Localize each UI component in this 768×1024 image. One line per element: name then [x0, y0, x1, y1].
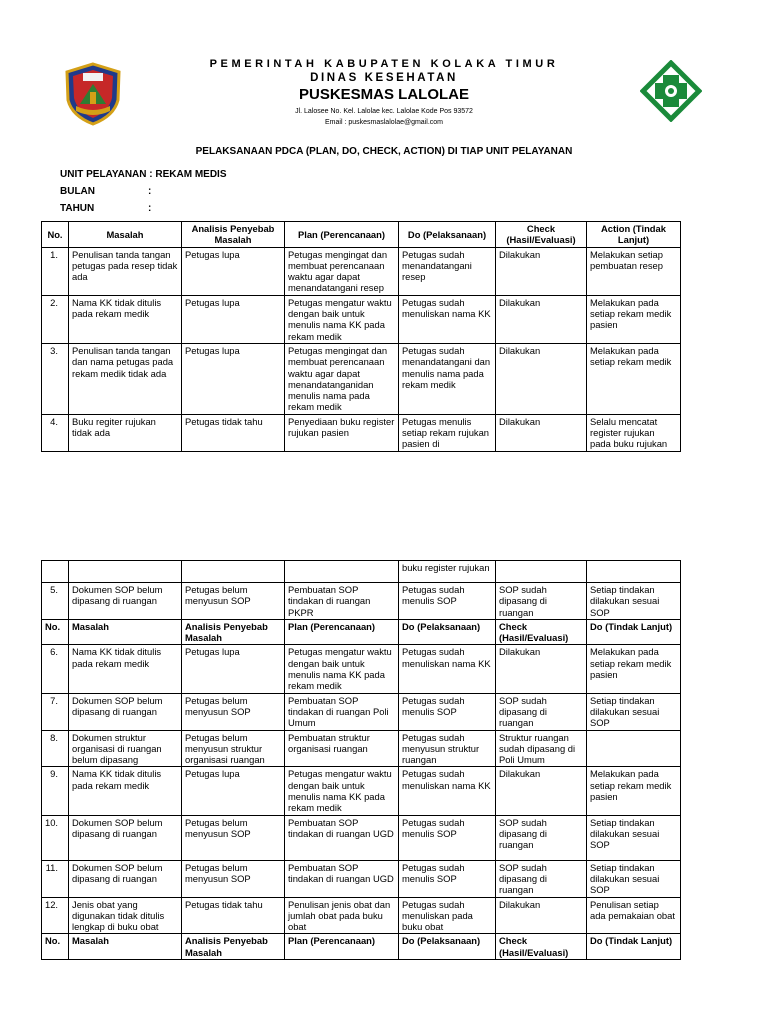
cell-do: Petugas sudah menuliskan nama KK — [399, 645, 496, 693]
cell-analisis: Petugas belum menyusun struktur organisasi ruangan — [182, 730, 285, 767]
cell-do: Petugas sudah menuliskan nama KK — [399, 767, 496, 815]
pdca-table-page2 — [41, 560, 681, 960]
cell-masalah: Dokumen struktur organisasi di ruangan belum dipasang — [69, 730, 182, 767]
tahun-colon: : — [148, 203, 152, 214]
cell-do: Petugas sudah menuliskan pada buku obat — [399, 897, 496, 934]
cell-analisis: Petugas tidak tahu — [182, 414, 285, 451]
address: Jl. Lalosee No. Kel. Lalolae kec. Lalolae Kode Pos 93572 — [295, 108, 473, 115]
letterhead — [0, 0, 768, 135]
cell-analisis: Petugas lupa — [182, 295, 285, 343]
table-row — [42, 295, 681, 343]
table-row — [42, 860, 681, 897]
cell-check: SOP sudah dipasang di ruangan — [496, 693, 587, 730]
cell-action: Setiap tindakan dilakukan sesuai SOP — [587, 860, 681, 897]
cell-no: 8. — [42, 730, 69, 767]
cell-no: 9. — [42, 767, 69, 815]
agency-name: DINAS KESEHATAN — [310, 72, 458, 84]
cell-plan: Petugas mengatur waktu dengan baik untuk menulis nama KK pada rekam medik — [285, 295, 399, 343]
cell-masalah: Jenis obat yang digunakan tidak ditulis lengkap di buku obat — [69, 897, 182, 934]
cell-action: Setiap tindakan dilakukan sesuai SOP — [587, 583, 681, 620]
cell-do: Petugas sudah menulis SOP — [399, 815, 496, 860]
cell-no: 7. — [42, 693, 69, 730]
pdca-table-page1 — [41, 221, 681, 452]
cell-no: 12. — [42, 897, 69, 934]
table-row — [42, 247, 681, 295]
table-row — [42, 645, 681, 693]
cell-analisis: Petugas tidak tahu — [182, 897, 285, 934]
cell-no: 6. — [42, 645, 69, 693]
cell-plan: Plan (Perencanaan) — [285, 934, 399, 960]
cell-plan: Pembuatan SOP tindakan di ruangan Poli Umum — [285, 693, 399, 730]
cell-plan: Penulisan jenis obat dan jumlah obat pada buku obat — [285, 897, 399, 934]
cell-check: Check (Hasil/Evaluasi) — [496, 934, 587, 960]
gov-name: PEMERINTAH KABUPATEN KOLAKA TIMUR — [209, 58, 559, 70]
header-check: Check (Hasil/Evaluasi) — [496, 222, 587, 248]
table-row — [42, 767, 681, 815]
header-do: Do (Pelaksanaan) — [399, 222, 496, 248]
cell-masalah: Masalah — [69, 619, 182, 645]
cell-do: Do (Pelaksanaan) — [399, 619, 496, 645]
cell-analisis: Petugas belum menyusun SOP — [182, 815, 285, 860]
cell-check: Dilakukan — [496, 897, 587, 934]
table-row — [42, 343, 681, 414]
inline-header-row — [42, 934, 681, 960]
cell-analisis: Petugas lupa — [182, 247, 285, 295]
cell-do: Petugas sudah menandatangani dan menulis nama pada rekam medik — [399, 343, 496, 414]
cell-no: 1. — [42, 247, 69, 295]
cell-masalah: Dokumen SOP belum dipasang di ruangan — [69, 693, 182, 730]
cell-no: 2. — [42, 295, 69, 343]
cell-plan: Petugas mengingat dan membuat perencanaan waktu agar dapat menandatanganidan menulis nama pada rekam medik — [285, 343, 399, 414]
cell-masalah: Dokumen SOP belum dipasang di ruangan — [69, 583, 182, 620]
cell-masalah: Nama KK tidak ditulis pada rekam medik — [69, 645, 182, 693]
cell-action: Melakukan pada setiap rekam medik pasien — [587, 767, 681, 815]
cell-check — [496, 561, 587, 583]
header-action: Action (Tindak Lanjut) — [587, 222, 681, 248]
cell-plan: Pembuatan SOP tindakan di ruangan UGD — [285, 860, 399, 897]
cell-no: No. — [42, 934, 69, 960]
table-row — [42, 693, 681, 730]
cell-action: Do (Tindak Lanjut) — [587, 934, 681, 960]
header-analisis: Analisis Penyebab Masalah — [182, 222, 285, 248]
cell-action: Melakukan pada setiap rekam medik pasien — [587, 645, 681, 693]
unit-label: UNIT PELAYANAN : REKAM MEDIS — [60, 169, 227, 180]
cell-action: Melakukan pada setiap rekam medik pasien — [587, 295, 681, 343]
cell-masalah: Dokumen SOP belum dipasang di ruangan — [69, 815, 182, 860]
cell-no: 11. — [42, 860, 69, 897]
cell-action: Melakukan setiap pembuatan resep — [587, 247, 681, 295]
cell-check: SOP sudah dipasang di ruangan — [496, 815, 587, 860]
cell-check: Dilakukan — [496, 767, 587, 815]
cell-masalah: Penulisan tanda tangan petugas pada resep tidak ada — [69, 247, 182, 295]
cell-plan: Petugas mengatur waktu dengan baik untuk menulis nama KK pada rekam medik — [285, 645, 399, 693]
cell-masalah: Buku regiter rujukan tidak ada — [69, 414, 182, 451]
cell-do: Do (Pelaksanaan) — [399, 934, 496, 960]
cell-action: Melakukan pada setiap rekam medik — [587, 343, 681, 414]
cell-action — [587, 730, 681, 767]
cell-do: buku register rujukan — [399, 561, 496, 583]
cell-check: SOP sudah dipasang di ruangan — [496, 583, 587, 620]
table-row — [42, 815, 681, 860]
cell-action: Selalu mencatat register rujukan pada buku rujukan — [587, 414, 681, 451]
cell-plan: Plan (Perencanaan) — [285, 619, 399, 645]
cell-check: Check (Hasil/Evaluasi) — [496, 619, 587, 645]
cell-analisis: Petugas lupa — [182, 343, 285, 414]
cell-plan: Petugas mengingat dan membuat perencanaan waktu agar dapat menandatangani resep — [285, 247, 399, 295]
cell-analisis: Petugas belum menyusun SOP — [182, 860, 285, 897]
table-row — [42, 414, 681, 451]
cell-action: Setiap tindakan dilakukan sesuai SOP — [587, 815, 681, 860]
cell-do: Petugas sudah menulis SOP — [399, 860, 496, 897]
cell-no: 4. — [42, 414, 69, 451]
cell-plan: Pembuatan struktur organisasi ruangan — [285, 730, 399, 767]
table-row — [42, 730, 681, 767]
table-row — [42, 583, 681, 620]
cell-masalah: Nama KK tidak ditulis pada rekam medik — [69, 295, 182, 343]
kolaka-timur-emblem-icon — [64, 62, 122, 126]
cell-masalah: Dokumen SOP belum dipasang di ruangan — [69, 860, 182, 897]
cell-plan: Penyediaan buku register rujukan pasien — [285, 414, 399, 451]
cell-check: Dilakukan — [496, 645, 587, 693]
cell-plan: Pembuatan SOP tindakan di ruangan PKPR — [285, 583, 399, 620]
cell-do: Petugas sudah menuliskan nama KK — [399, 295, 496, 343]
cell-plan: Petugas mengatur waktu dengan baik untuk menulis nama KK pada rekam medik — [285, 767, 399, 815]
cell-analisis — [182, 561, 285, 583]
bulan-colon: : — [148, 186, 152, 197]
cell-do: Petugas sudah menulis SOP — [399, 583, 496, 620]
cell-action — [587, 561, 681, 583]
tahun-label: TAHUN — [60, 203, 95, 214]
tahun-row — [60, 203, 152, 214]
cell-analisis: Analisis Penyebab Masalah — [182, 934, 285, 960]
cell-analisis: Petugas lupa — [182, 767, 285, 815]
header-masalah: Masalah — [69, 222, 182, 248]
cell-masalah: Penulisan tanda tangan dan nama petugas pada rekam medik tidak ada — [69, 343, 182, 414]
cell-check: Dilakukan — [496, 247, 587, 295]
cell-no: 3. — [42, 343, 69, 414]
cell-plan: Pembuatan SOP tindakan di ruangan UGD — [285, 815, 399, 860]
cell-no: No. — [42, 619, 69, 645]
bulan-label: BULAN — [60, 186, 95, 197]
table-row — [42, 897, 681, 934]
email: Email : puskesmaslalolae@gmail.com — [325, 119, 443, 126]
cell-check: SOP sudah dipasang di ruangan — [496, 860, 587, 897]
cell-masalah: Masalah — [69, 934, 182, 960]
cell-check: Dilakukan — [496, 343, 587, 414]
cell-check: Struktur ruangan sudah dipasang di Poli Umum — [496, 730, 587, 767]
cell-analisis: Petugas belum menyusun SOP — [182, 583, 285, 620]
cell-do: Petugas sudah menulis SOP — [399, 693, 496, 730]
puskesmas-name: PUSKESMAS LALOLAE — [298, 86, 469, 103]
cell-no — [42, 561, 69, 583]
bulan-row — [60, 186, 152, 197]
cell-analisis: Petugas belum menyusun SOP — [182, 693, 285, 730]
inline-header-row — [42, 619, 681, 645]
cell-do: Petugas menulis setiap rekam rujukan pasien di — [399, 414, 496, 451]
document-title: PELAKSANAAN PDCA (PLAN, DO, CHECK, ACTION) DI TIAP UNIT PELAYANAN — [195, 146, 573, 157]
cell-no: 5. — [42, 583, 69, 620]
cell-do: Petugas sudah menyusun struktur ruangan — [399, 730, 496, 767]
cell-check: Dilakukan — [496, 414, 587, 451]
puskesmas-logo-icon — [640, 60, 702, 122]
cell-action: Penulisan setiap ada pemakaian obat — [587, 897, 681, 934]
cell-plan — [285, 561, 399, 583]
cell-no: 10. — [42, 815, 69, 860]
cell-action: Do (Tindak Lanjut) — [587, 619, 681, 645]
cell-check: Dilakukan — [496, 295, 587, 343]
cell-action: Setiap tindakan dilakukan sesuai SOP — [587, 693, 681, 730]
cell-do: Petugas sudah menandatangani resep — [399, 247, 496, 295]
cell-analisis: Analisis Penyebab Masalah — [182, 619, 285, 645]
cell-masalah — [69, 561, 182, 583]
cell-analisis: Petugas lupa — [182, 645, 285, 693]
header-plan: Plan (Perencanaan) — [285, 222, 399, 248]
header-no: No. — [42, 222, 69, 248]
cell-masalah: Nama KK tidak ditulis pada rekam medik — [69, 767, 182, 815]
table-row — [42, 561, 681, 583]
